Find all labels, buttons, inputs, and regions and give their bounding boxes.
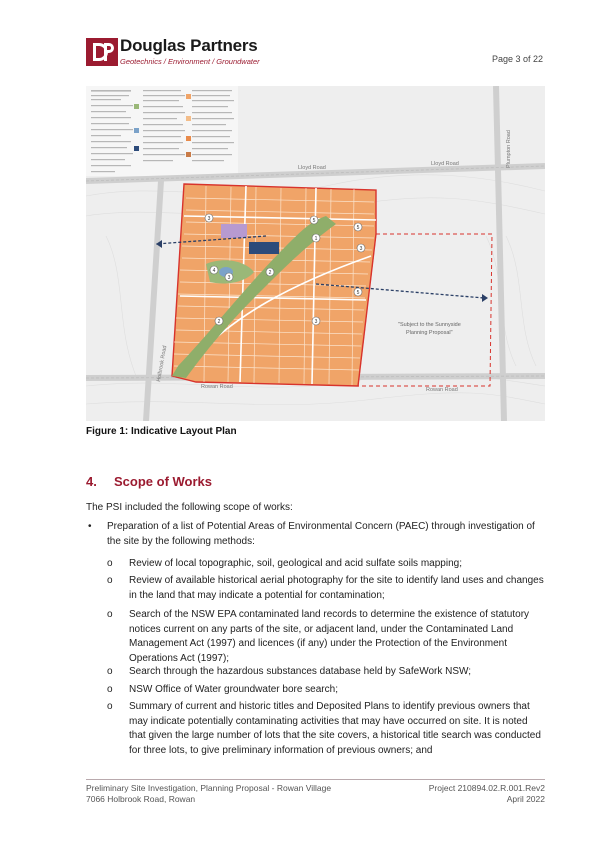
marker <box>312 234 320 242</box>
intro-paragraph: The PSI included the following scope of works: <box>86 502 293 513</box>
main-bullet <box>86 520 545 550</box>
marker <box>354 288 362 296</box>
figure-caption: Figure 1: Indicative Layout Plan <box>86 426 237 437</box>
bullet-mark: • <box>88 521 92 532</box>
sub-item-line: Review of available historical aerial photography for the site to identify land uses and changes <box>129 575 544 586</box>
marker <box>225 273 233 281</box>
svg-text:2: 2 <box>217 319 221 325</box>
footer-site-address: 7066 Holbrook Road, Rowan <box>86 794 196 804</box>
sub-item-text <box>129 574 545 603</box>
sub-item-line: notices current on any parts of the site, or adjacent land, under the Contaminated Land <box>129 623 514 635</box>
footer-left <box>86 783 331 805</box>
svg-text:3: 3 <box>207 216 211 222</box>
sub-item-text <box>129 665 545 680</box>
sub-item-line: Search of the NSW EPA contaminated land records to determine the existence of statutory <box>129 609 530 620</box>
sub-item-line: in the land that may indicate a potential for contamination; <box>129 589 385 601</box>
school-site <box>221 224 247 238</box>
sub-item-mark: o <box>107 701 113 712</box>
sub-item-line: Management Act (1997) and licences (if any) under the Protection of the Environment <box>129 638 507 649</box>
svg-text:4: 4 <box>212 268 216 274</box>
company-tagline: Geotechnics / Environment / Groundwater <box>120 57 260 66</box>
section-heading <box>86 474 212 489</box>
footer-right <box>429 783 545 805</box>
road-label-rowan-left: Rowan Road <box>201 384 233 390</box>
sub-item-mark: o <box>107 684 113 695</box>
road-label-rowan-right: Rowan Road <box>426 387 458 393</box>
svg-text:3: 3 <box>314 319 318 325</box>
sub-item-text <box>129 608 545 666</box>
sub-item-line: Review of local topographic, soil, geological and acid sulfate soils mapping; <box>129 558 462 569</box>
road-label-plumpton: Plumpton Road <box>506 130 512 168</box>
road-label-lloyd-right: Lloyd Road <box>431 161 459 167</box>
sub-item-mark: o <box>107 558 113 569</box>
sub-item-mark: o <box>107 609 113 620</box>
page-number: Page 3 of 22 <box>491 54 543 64</box>
marker <box>354 223 362 231</box>
footer-date: April 2022 <box>506 794 545 804</box>
svg-text:5: 5 <box>312 218 316 224</box>
sub-item-text <box>129 700 545 758</box>
sunnyside-note-line1: "Subject to the Sunnyside <box>398 322 461 328</box>
douglas-partners-logo-icon <box>86 38 118 66</box>
sub-item-line: Search through the hazardous substances database held by SafeWork NSW; <box>129 666 472 677</box>
sunnyside-note-line2: Planning Proposal" <box>406 330 453 336</box>
road-label-lloyd-left: Lloyd Road <box>298 165 326 171</box>
svg-text:5: 5 <box>356 225 360 231</box>
svg-text:3: 3 <box>359 246 363 252</box>
sub-item-line: Operations Act (1997); <box>129 652 230 664</box>
company-logo <box>86 36 286 70</box>
bullet-line: Preparation of a list of Potential Areas of Environmental Concern (PAEC) through investigation of <box>107 521 535 532</box>
marker <box>215 317 223 325</box>
layout-plan-figure <box>86 86 545 421</box>
bullet-text <box>107 520 545 549</box>
sub-item-line: Summary of current and historic titles and Deposited Plans to identify previous owners that <box>129 701 530 712</box>
sub-item-line: may indicate potentially contaminating activities that may have occurred on site. It is noted <box>129 715 528 727</box>
community-site <box>249 242 279 254</box>
layout-plan-map <box>86 86 545 421</box>
footer-divider <box>86 779 545 780</box>
sub-item-line: that given the large number of lots that the site covers, a historical title search was conducted <box>129 730 541 741</box>
svg-text:5: 5 <box>356 290 360 296</box>
svg-text:2: 2 <box>268 270 272 276</box>
footer-project-number: Project 210894.02.R.001.Rev2 <box>428 783 545 793</box>
marker <box>357 244 365 252</box>
company-name: Douglas Partners <box>120 36 258 55</box>
bullet-line: the site by the following methods: <box>107 535 255 547</box>
section-title: Scope of Works <box>114 474 213 489</box>
sub-item-mark: o <box>107 666 113 677</box>
sub-item-mark: o <box>107 575 113 586</box>
marker <box>310 216 318 224</box>
road-label-holbrook: Holbrook Road <box>156 345 169 383</box>
sub-item-line: for three lots, to give preliminary information of previous owners; and <box>129 744 433 756</box>
svg-text:1: 1 <box>314 236 318 242</box>
sub-item-text <box>129 683 545 698</box>
marker <box>210 266 218 274</box>
sub-item-text <box>129 557 545 572</box>
section-number: 4. <box>86 474 97 489</box>
marker <box>266 268 274 276</box>
svg-text:3: 3 <box>227 275 231 281</box>
footer-report-title: Preliminary Site Investigation, Planning Proposal - Rowan Village <box>86 783 332 793</box>
sub-item-line: NSW Office of Water groundwater bore search; <box>129 684 338 695</box>
marker <box>312 317 320 325</box>
marker <box>205 214 213 222</box>
